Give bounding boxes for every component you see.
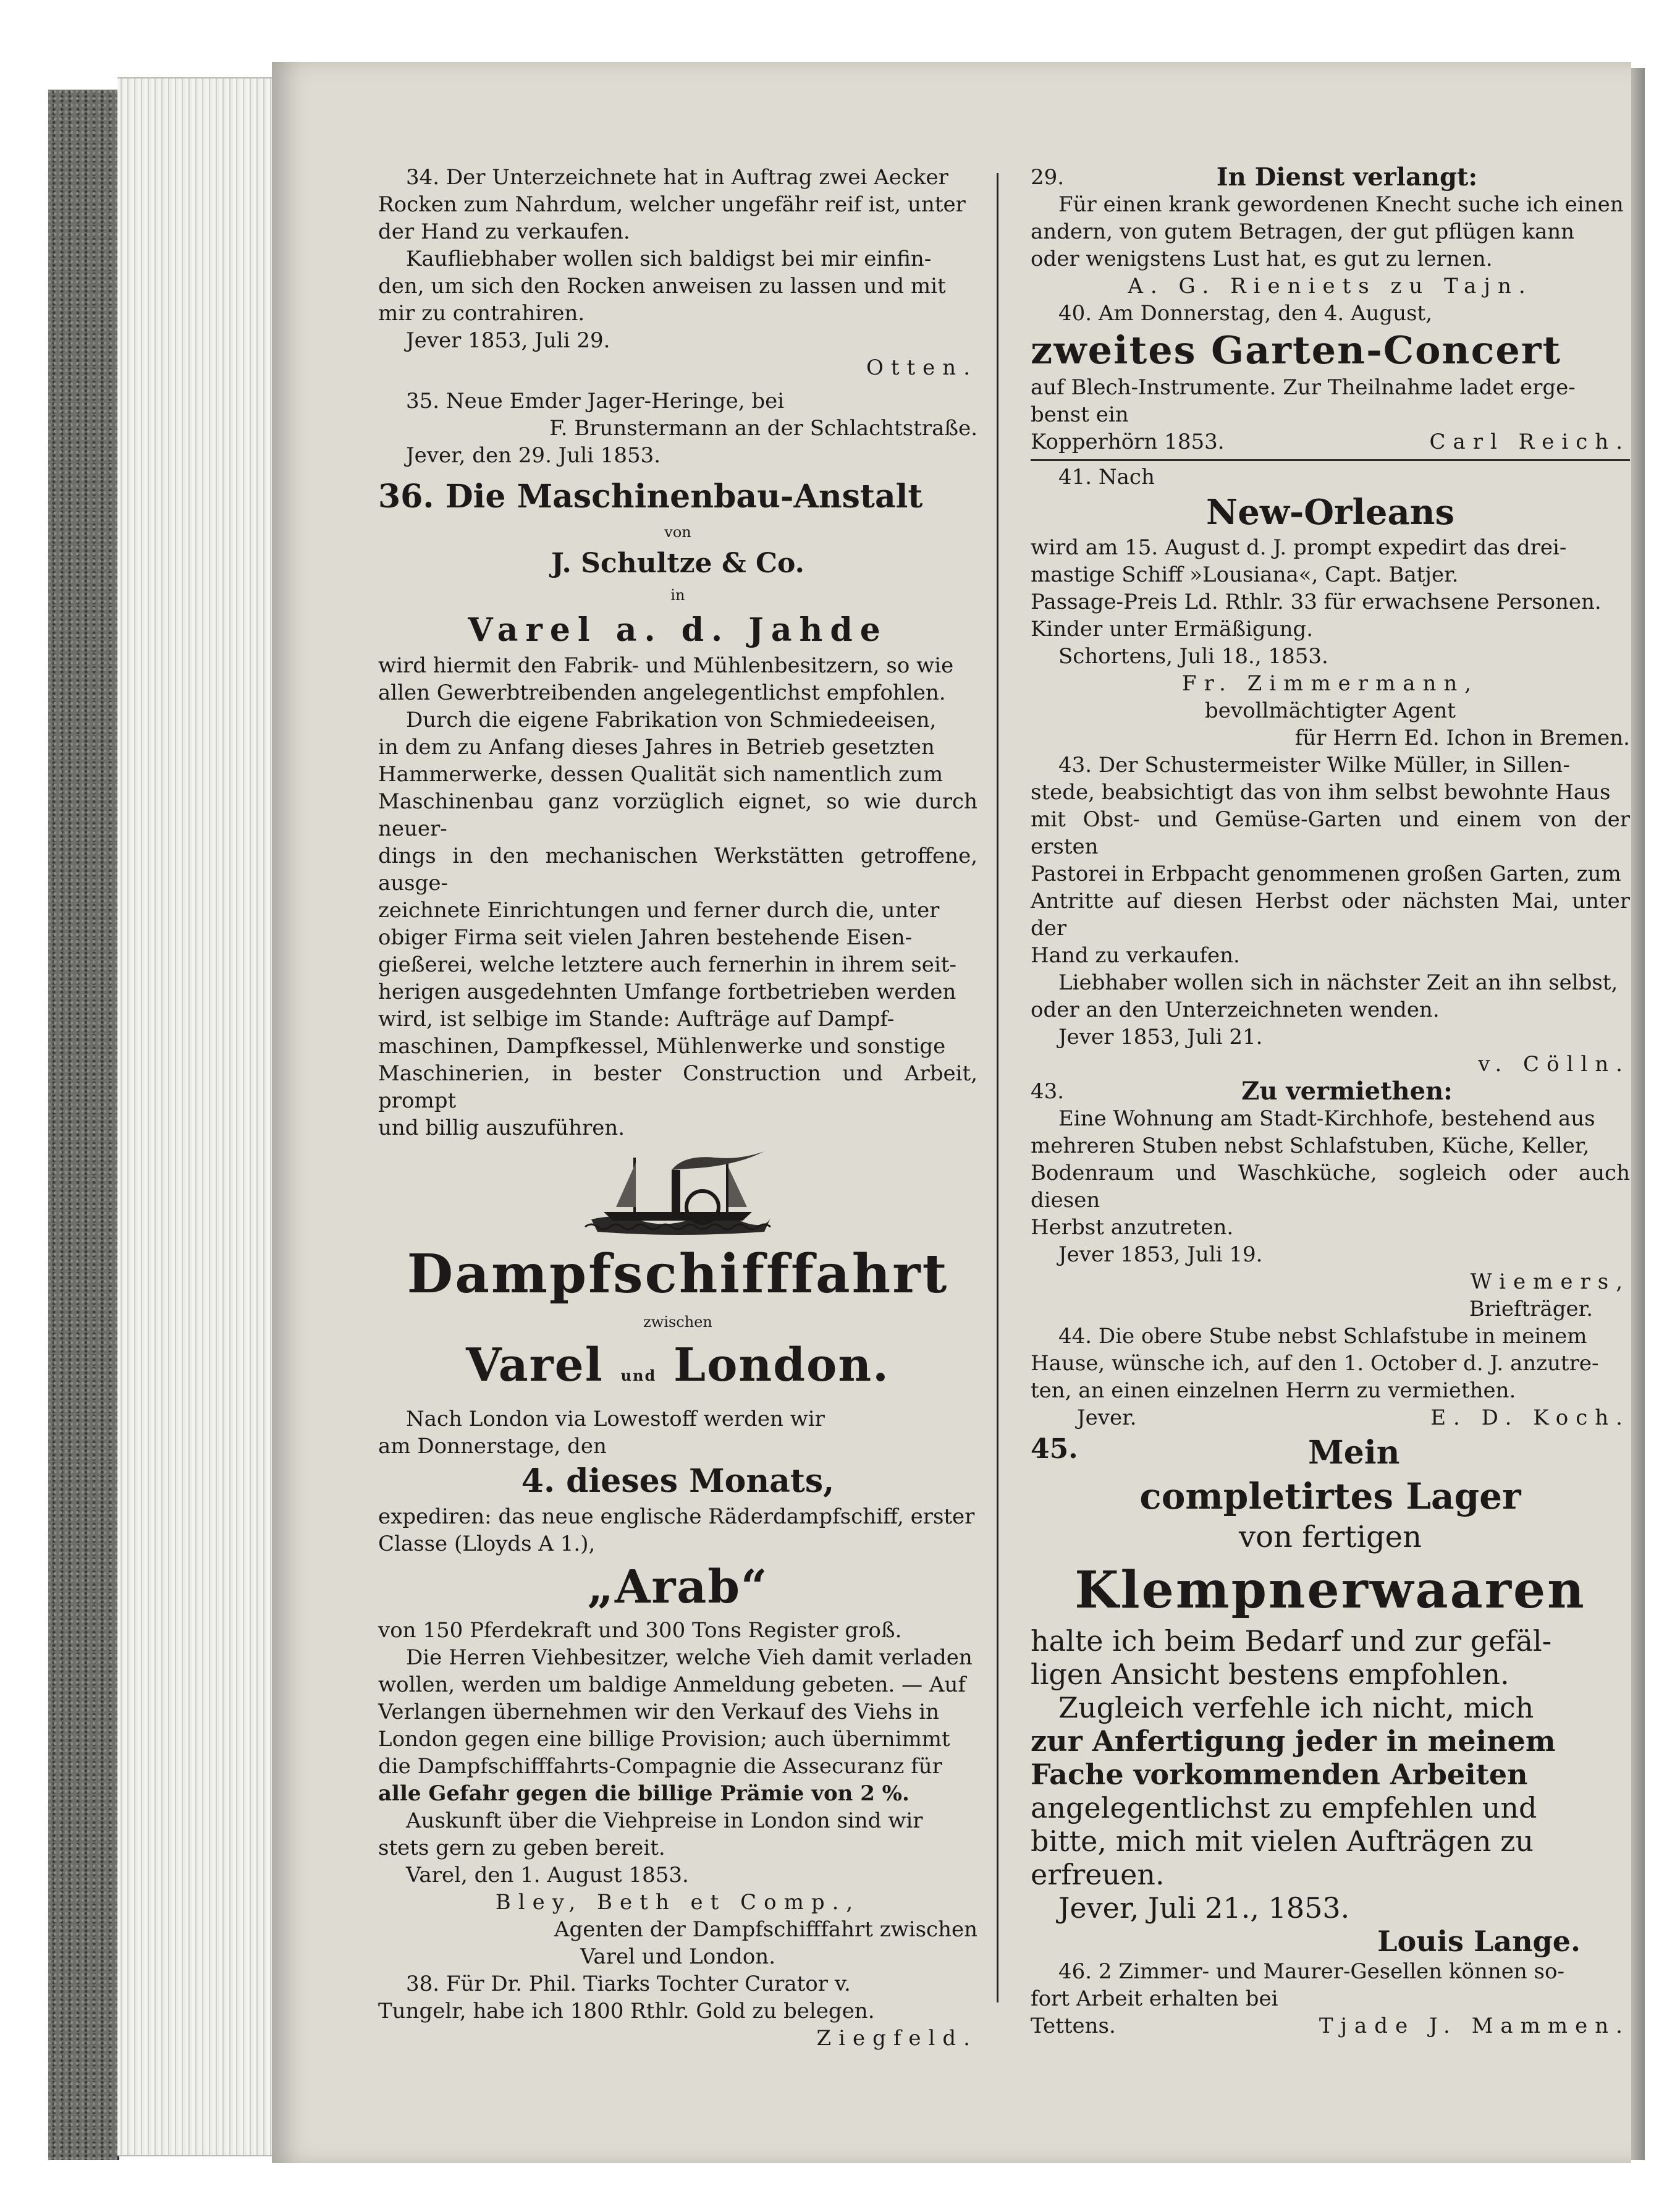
ad-line: Maschinenbau ganz vorzüglich eignet, so wie durch neuer- <box>378 789 977 841</box>
ad-line: 34. Der Unterzeichnete hat in Auftrag zwei Aecker <box>406 165 948 190</box>
ad-line: 41. Nach <box>1058 465 1155 489</box>
ad-line: Varel und London. <box>580 1944 775 1969</box>
ad-line: mit Obst- und Gemüse-Garten und einem von der ersten <box>1031 807 1630 859</box>
ad-line: stets gern zu geben bereit. <box>378 1836 665 1860</box>
ad-line: Herbst anzutreten. <box>1031 1215 1234 1240</box>
ad-line: benst ein <box>1031 402 1129 427</box>
ad-line: der Hand zu verkaufen. <box>378 219 630 244</box>
ad-route <box>378 1336 977 1405</box>
ad-line: für Herrn Ed. Ichon in Bremen. <box>1294 726 1630 750</box>
ad-line: halte ich beim Bedarf und zur gefäl- <box>1031 1624 1552 1658</box>
ad-signature: Fr. Zimmermann, <box>1181 671 1479 696</box>
ad-line: in dem zu Anfang dieses Jahres in Betrieb gesetzten <box>378 735 935 760</box>
ad-line: den, um sich den Rocken anweisen zu lassen und mit <box>378 274 946 299</box>
ad-heading: In Dienst verlangt: <box>1216 163 1478 192</box>
ad-place: Tettens. <box>1031 2014 1116 2038</box>
ad-41 <box>1031 464 1630 752</box>
ad-sign-row <box>1031 428 1630 455</box>
ad-firm: J. Schultze & Co. <box>551 548 804 579</box>
route-und: und <box>620 1366 657 1384</box>
ad-line: 40. Am Donnerstag, den 4. August, <box>1058 301 1433 326</box>
ad-date: Jever 1853, Juli 21. <box>1058 1025 1263 1049</box>
ad-line: Kinder unter Ermäßigung. <box>1031 617 1314 642</box>
ad-line: Antritte auf diesen Herbst oder nächsten Mai, unter der <box>1031 889 1630 941</box>
ad-35 <box>378 388 977 469</box>
ad-date: Jever 1853, Juli 29. <box>406 328 610 353</box>
right-column <box>1031 164 1630 2040</box>
ad-40 <box>1031 300 1630 461</box>
ad-line: herigen ausgedehnten Umfange fortbetrieben werden <box>378 980 956 1004</box>
ad-date: Jever, den 29. Juli 1853. <box>406 443 661 468</box>
ad-line: mastige Schiff »Lousiana«, Capt. Batjer. <box>1031 562 1459 587</box>
ad-heading-row <box>1031 1078 1630 1105</box>
ad-line: stede, beabsichtigt das von ihm selbst bewohnte Haus <box>1031 780 1611 805</box>
ad-heading: 36. Die Maschinenbau-Anstalt <box>378 478 923 515</box>
ad-signature: Louis Lange. <box>1377 1925 1581 1958</box>
ad-signature: Tjade J. Mammen. <box>1319 2014 1630 2038</box>
left-column <box>378 164 977 2052</box>
ad-line: zwischen <box>643 1313 712 1331</box>
ad-line: zur Anfertigung jeder in meinem <box>1031 1724 1556 1758</box>
ad-line: wollen, werden um baldige Anmeldung gebeten. — Auf <box>378 1672 966 1697</box>
ad-line: Maschinerien, in bester Construction und Arbeit, prompt <box>378 1061 977 1113</box>
ad-line: Kaufliebhaber wollen sich baldigst bei mir einfin- <box>406 247 932 271</box>
ad-line: von <box>664 523 691 541</box>
ad-46 <box>1031 1958 1630 2040</box>
ad-signature: Wiemers, <box>1470 1269 1630 1294</box>
ad-heading-row <box>1031 164 1630 191</box>
ad-line: allen Gewerbtreibenden angelegentlichst empfohlen. <box>378 680 946 705</box>
ad-title: zweites Garten-Concert <box>1031 328 1562 373</box>
ad-line: wird hiermit den Fabrik- und Mühlenbesitzern, so wie <box>378 653 954 678</box>
ad-heading: Mein <box>1308 1434 1400 1472</box>
ad-signature: Ziegfeld. <box>816 2026 977 2051</box>
ad-line: mir zu contrahiren. <box>378 301 585 326</box>
ad-line: Passage-Preis Ld. Rthlr. 33 für erwachsene Personen. <box>1031 590 1602 614</box>
ad-line: von fertigen <box>1239 1520 1422 1554</box>
ad-37 <box>378 1145 977 1970</box>
ad-34 <box>378 164 977 381</box>
ad-line: zeichnete Einrichtungen und ferner durch die, unter <box>378 898 940 923</box>
ad-line: und billig auszuführen. <box>378 1116 625 1140</box>
ad-place: Varel a. d. Jahde <box>468 611 888 649</box>
ad-signature: Carl Reich. <box>1429 430 1630 454</box>
ad-line: Fache vorkommenden Arbeiten <box>1031 1758 1528 1791</box>
ad-heading: Zu vermiethen: <box>1241 1077 1453 1106</box>
ad-line: Nach London via Lowestoff werden wir <box>406 1407 825 1431</box>
ad-sign-row <box>1031 2012 1630 2040</box>
ad-36 <box>378 475 977 1142</box>
ad-signature: A. G. Rieniets zu Tajn. <box>1128 274 1533 299</box>
ad-line: Liebhaber wollen sich in nächster Zeit an ihn selbst, <box>1058 970 1618 995</box>
ad-line: wird am 15. August d. J. prompt expedirt das drei- <box>1031 535 1567 560</box>
ad-line: fort Arbeit erhalten bei <box>1031 1986 1278 2011</box>
ad-line: 43. Der Schustermeister Wilke Müller, in Sillen- <box>1058 753 1570 777</box>
ad-number: 29. <box>1031 165 1065 190</box>
ad-line: gießerei, welche letztere auch fernerhin in ihrem seit- <box>378 952 956 977</box>
ad-number: 45. <box>1031 1433 1078 1465</box>
ad-line: expediren: das neue englische Räderdampfschiff, erster <box>378 1504 975 1529</box>
route-from: Varel <box>466 1339 604 1392</box>
ad-line: Hand zu verkaufen. <box>1031 943 1240 968</box>
ad-line: bevollmächtigter Agent <box>1205 698 1456 723</box>
ad-ship-name: „Arab“ <box>587 1561 769 1614</box>
ad-signature: Otten. <box>866 355 977 380</box>
ad-line: Verlangen übernehmen wir den Verkauf des Viehs in <box>378 1700 940 1724</box>
ad-line: Agenten der Dampfschifffahrt zwischen <box>554 1917 977 1942</box>
ad-line: oder wenigstens Lust hat, es gut zu lernen. <box>1031 247 1493 271</box>
ad-line: dings in den mechanischen Werkstätten getroffene, ausge- <box>378 844 977 896</box>
book-cover <box>48 90 119 2160</box>
ad-line: 35. Neue Emder Jager-Heringe, bei <box>406 389 785 413</box>
ad-45 <box>1031 1431 1630 1958</box>
ad-line: erfreuen. <box>1031 1858 1165 1891</box>
ad-44 <box>1031 1323 1630 1431</box>
ad-39 <box>1031 164 1630 300</box>
ad-line: ten, an einen einzelnen Herrn zu vermiethen. <box>1031 1378 1516 1403</box>
ad-line: London gegen eine billige Provision; auch übernimmt <box>378 1727 950 1752</box>
ad-number: 43. <box>1031 1079 1065 1104</box>
ad-line: Hammerwerke, dessen Qualität sich namentlich zum <box>378 762 943 787</box>
ad-sign-row <box>1031 1404 1630 1431</box>
ad-line: 44. Die obere Stube nebst Schlafstube in meinem <box>1058 1324 1587 1349</box>
ad-line: Classe (Lloyds A 1.), <box>378 1532 596 1556</box>
ad-signature: Bley, Beth et Comp., <box>495 1890 861 1915</box>
ad-title: Dampfschifffahrt <box>407 1243 949 1305</box>
ad-place: Jever. <box>1077 1405 1137 1430</box>
ad-line: completirtes Lager <box>1139 1475 1521 1517</box>
ad-date: Schortens, Juli 18., 1853. <box>1058 644 1328 669</box>
ad-place: Kopperhörn 1853. <box>1031 430 1225 454</box>
ad-line: F. Brunstermann an der Schlachtstraße. <box>549 416 977 441</box>
ad-line: in <box>670 587 685 604</box>
ad-title: New-Orleans <box>1206 492 1454 533</box>
ad-title: Klempnerwaaren <box>1074 1561 1586 1620</box>
ad-line: am Donnerstage, den <box>378 1434 607 1459</box>
separator-rule <box>1031 459 1630 461</box>
ad-line: ligen Ansicht bestens empfohlen. <box>1031 1658 1509 1691</box>
ad-line: 38. Für Dr. Phil. Tiarks Tochter Curator v. <box>406 1972 851 1996</box>
ad-line: alle Gefahr gegen die billige Prämie von 2 %. <box>378 1781 910 1806</box>
ad-line: Eine Wohnung am Stadt-Kirchhofe, bestehend aus <box>1058 1106 1595 1131</box>
ad-43b <box>1031 1078 1630 1323</box>
ad-date: Jever, Juli 21., 1853. <box>1058 1891 1350 1925</box>
ad-line: wird, ist selbige im Stande: Aufträge auf Dampf- <box>378 1007 895 1032</box>
page-edges <box>117 77 272 2156</box>
ad-43a <box>1031 752 1630 1078</box>
ad-date: Varel, den 1. August 1853. <box>406 1863 689 1888</box>
ad-line: die Dampfschifffahrts-Compagnie die Assecuranz für <box>378 1754 942 1779</box>
ad-line: Tungelr, habe ich 1800 Rthlr. Gold zu belegen. <box>378 1999 875 2023</box>
ad-line: Rocken zum Nahrdum, welcher ungefähr reif ist, unter <box>378 192 966 217</box>
ad-line: von 150 Pferdekraft und 300 Tons Register groß. <box>378 1618 902 1643</box>
ad-date-big: 4. dieses Monats, <box>521 1462 835 1500</box>
ad-line: Durch die eigene Fabrikation von Schmiedeeisen, <box>406 708 937 732</box>
ad-line: 46. 2 Zimmer- und Maurer-Gesellen können so- <box>1058 1959 1564 1984</box>
ad-signature: v. Cölln. <box>1478 1052 1630 1077</box>
ad-line: Die Herren Viehbesitzer, welche Vieh damit verladen <box>406 1645 973 1670</box>
column-rule <box>997 173 998 2002</box>
ad-line: angelegentlichst zu empfehlen und <box>1031 1791 1537 1824</box>
route-to: London. <box>673 1339 890 1392</box>
steamship-illustration <box>579 1145 777 1238</box>
ad-line: Für einen krank gewordenen Knecht suche ich einen <box>1058 192 1624 217</box>
ad-line: Briefträger. <box>1469 1297 1593 1321</box>
ad-38 <box>378 1970 977 2052</box>
ad-date: Jever 1853, Juli 19. <box>1058 1242 1263 1267</box>
ad-line: Bodenraum und Waschküche, sogleich oder auch diesen <box>1031 1161 1630 1213</box>
ad-line: maschinen, Dampfkessel, Mühlenwerke und sonstige <box>378 1034 946 1059</box>
ad-line: Pastorei in Erbpacht genommenen großen Garten, zum <box>1031 862 1621 886</box>
ad-line: Auskunft über die Viehpreise in London sind wir <box>406 1808 923 1833</box>
ad-line: Zugleich verfehle ich nicht, mich <box>1058 1691 1534 1724</box>
ad-heading-row <box>1031 1431 1630 1475</box>
ad-line: bitte, mich mit vielen Aufträgen zu <box>1031 1824 1534 1858</box>
ad-line: mehreren Stuben nebst Schlafstuben, Küche, Keller, <box>1031 1133 1590 1158</box>
ad-line: auf Blech-Instrumente. Zur Theilnahme ladet erge- <box>1031 375 1576 400</box>
ad-line: andern, von gutem Betragen, der gut pflügen kann <box>1031 219 1575 244</box>
ad-signature: E. D. Koch. <box>1430 1405 1630 1430</box>
ad-line: obiger Firma seit vielen Jahren bestehende Eisen- <box>378 925 913 950</box>
ad-line: oder an den Unterzeichneten wenden. <box>1031 998 1440 1022</box>
ad-line: Hause, wünsche ich, auf den 1. October d. J. anzutre- <box>1031 1351 1599 1376</box>
page-right-edge <box>1631 68 1645 2160</box>
